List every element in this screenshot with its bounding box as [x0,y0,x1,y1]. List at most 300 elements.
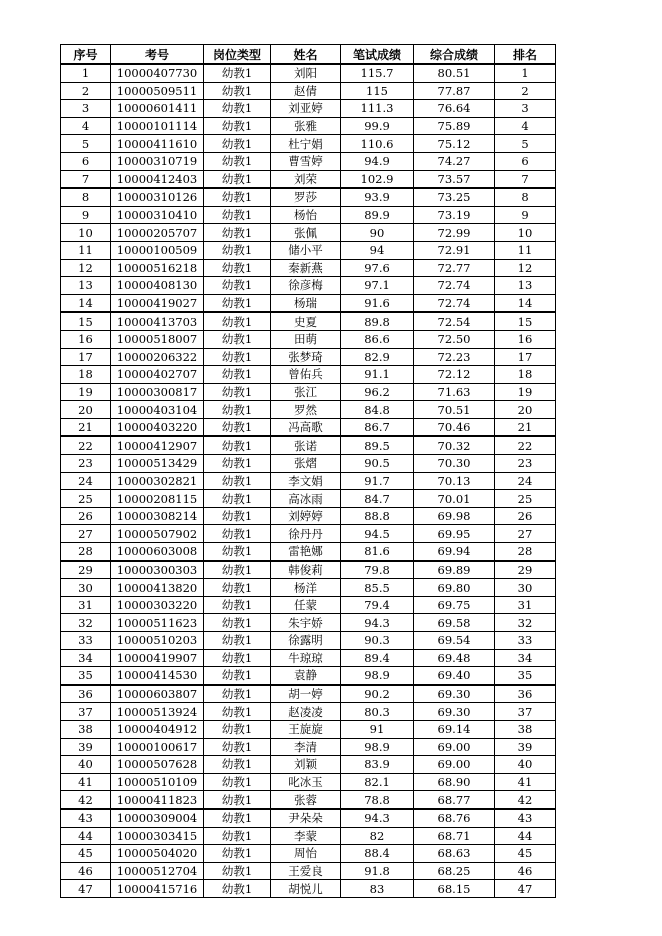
header-exam-id: 考号 [111,45,204,65]
cell-name: 叱冰玉 [271,773,341,791]
cell-exam-id: 10000513924 [111,703,204,721]
cell-written-score: 82.9 [341,348,414,366]
table-row [61,259,556,277]
cell-index: 24 [61,472,111,490]
cell-position-type: 幼教1 [204,756,271,774]
cell-rank: 2 [495,82,556,100]
cell-total-score: 70.13 [414,472,495,490]
cell-index: 14 [61,294,111,312]
cell-name: 刘颖 [271,756,341,774]
cell-written-score: 79.4 [341,596,414,614]
cell-written-score: 88.8 [341,507,414,525]
cell-index: 43 [61,809,111,827]
table-row [61,791,556,809]
cell-written-score: 83 [341,880,414,898]
cell-rank: 7 [495,170,556,188]
table-row [61,100,556,118]
score-table [60,44,556,898]
cell-rank: 23 [495,455,556,473]
cell-index: 1 [61,64,111,82]
cell-total-score: 69.58 [414,614,495,632]
cell-total-score: 69.75 [414,596,495,614]
cell-exam-id: 10000419907 [111,649,204,667]
cell-position-type: 幼教1 [204,64,271,82]
cell-index: 46 [61,862,111,880]
cell-written-score: 80.3 [341,703,414,721]
cell-index: 11 [61,241,111,259]
cell-position-type: 幼教1 [204,436,271,454]
cell-position-type: 幼教1 [204,472,271,490]
cell-exam-id: 10000518007 [111,330,204,348]
cell-exam-id: 10000419027 [111,294,204,312]
cell-total-score: 73.57 [414,170,495,188]
table-row [61,366,556,384]
cell-written-score: 85.5 [341,579,414,597]
cell-written-score: 86.7 [341,418,414,436]
cell-index: 30 [61,579,111,597]
cell-position-type: 幼教1 [204,383,271,401]
cell-index: 20 [61,401,111,419]
cell-written-score: 93.9 [341,188,414,206]
cell-written-score: 94 [341,241,414,259]
cell-index: 35 [61,667,111,685]
cell-rank: 45 [495,845,556,863]
cell-total-score: 75.12 [414,135,495,153]
cell-index: 4 [61,117,111,135]
cell-index: 28 [61,543,111,561]
cell-position-type: 幼教1 [204,366,271,384]
cell-rank: 9 [495,206,556,224]
cell-written-score: 97.1 [341,277,414,295]
cell-index: 9 [61,206,111,224]
cell-name: 张诺 [271,436,341,454]
cell-written-score: 98.9 [341,738,414,756]
cell-index: 37 [61,703,111,721]
table-row [61,383,556,401]
cell-name: 袁静 [271,667,341,685]
cell-written-score: 89.5 [341,436,414,454]
cell-position-type: 幼教1 [204,703,271,721]
cell-index: 31 [61,596,111,614]
header-total-score: 综合成绩 [414,45,495,65]
table-body [61,64,556,897]
cell-written-score: 89.8 [341,312,414,330]
cell-name: 牛琼琼 [271,649,341,667]
table-row [61,436,556,454]
cell-total-score: 69.00 [414,756,495,774]
cell-total-score: 69.48 [414,649,495,667]
cell-written-score: 81.6 [341,543,414,561]
cell-exam-id: 10000100617 [111,738,204,756]
cell-name: 曹雪婷 [271,152,341,170]
cell-name: 李蒙 [271,827,341,845]
cell-rank: 43 [495,809,556,827]
table-row [61,455,556,473]
cell-written-score: 82 [341,827,414,845]
cell-name: 杜宁娟 [271,135,341,153]
cell-exam-id: 10000300303 [111,561,204,579]
cell-written-score: 90.5 [341,455,414,473]
header-name: 姓名 [271,45,341,65]
cell-name: 王爱良 [271,862,341,880]
cell-written-score: 94.3 [341,614,414,632]
cell-written-score: 111.3 [341,100,414,118]
cell-rank: 6 [495,152,556,170]
cell-written-score: 91.1 [341,366,414,384]
cell-position-type: 幼教1 [204,170,271,188]
cell-rank: 10 [495,224,556,242]
cell-rank: 38 [495,720,556,738]
cell-total-score: 69.94 [414,543,495,561]
header-rank: 排名 [495,45,556,65]
cell-rank: 20 [495,401,556,419]
cell-position-type: 幼教1 [204,667,271,685]
cell-name: 赵倩 [271,82,341,100]
cell-exam-id: 10000516218 [111,259,204,277]
table-row [61,649,556,667]
cell-rank: 33 [495,632,556,650]
table-row [61,277,556,295]
cell-position-type: 幼教1 [204,880,271,898]
cell-rank: 36 [495,685,556,703]
table-row [61,632,556,650]
cell-index: 21 [61,418,111,436]
cell-position-type: 幼教1 [204,827,271,845]
cell-total-score: 72.23 [414,348,495,366]
cell-total-score: 68.90 [414,773,495,791]
cell-written-score: 84.8 [341,401,414,419]
cell-name: 胡一婷 [271,685,341,703]
cell-exam-id: 10000407730 [111,64,204,82]
cell-position-type: 幼教1 [204,490,271,508]
cell-position-type: 幼教1 [204,206,271,224]
cell-position-type: 幼教1 [204,277,271,295]
table-row [61,880,556,898]
cell-rank: 15 [495,312,556,330]
cell-rank: 46 [495,862,556,880]
cell-exam-id: 10000413820 [111,579,204,597]
cell-position-type: 幼教1 [204,738,271,756]
cell-name: 史夏 [271,312,341,330]
cell-exam-id: 10000510109 [111,773,204,791]
cell-written-score: 83.9 [341,756,414,774]
cell-name: 刘荣 [271,170,341,188]
cell-name: 徐露明 [271,632,341,650]
cell-exam-id: 10000603008 [111,543,204,561]
cell-exam-id: 10000206322 [111,348,204,366]
cell-written-score: 115 [341,82,414,100]
header-index: 序号 [61,45,111,65]
cell-written-score: 96.2 [341,383,414,401]
cell-rank: 1 [495,64,556,82]
table-row [61,348,556,366]
cell-position-type: 幼教1 [204,330,271,348]
cell-position-type: 幼教1 [204,561,271,579]
cell-rank: 34 [495,649,556,667]
cell-rank: 31 [495,596,556,614]
cell-exam-id: 10000403220 [111,418,204,436]
cell-exam-id: 10000510203 [111,632,204,650]
cell-written-score: 78.8 [341,791,414,809]
cell-name: 冯高歌 [271,418,341,436]
cell-written-score: 89.9 [341,206,414,224]
cell-total-score: 69.30 [414,703,495,721]
cell-written-score: 89.4 [341,649,414,667]
cell-total-score: 69.00 [414,738,495,756]
cell-name: 刘亚婷 [271,100,341,118]
cell-index: 45 [61,845,111,863]
cell-position-type: 幼教1 [204,791,271,809]
cell-name: 朱宇娇 [271,614,341,632]
cell-rank: 37 [495,703,556,721]
table-row [61,827,556,845]
table-row [61,224,556,242]
cell-index: 22 [61,436,111,454]
table-row [61,188,556,206]
cell-written-score: 88.4 [341,845,414,863]
table-row [61,561,556,579]
cell-written-score: 90.3 [341,632,414,650]
table-row [61,685,556,703]
cell-exam-id: 10000402707 [111,366,204,384]
cell-position-type: 幼教1 [204,152,271,170]
cell-index: 16 [61,330,111,348]
cell-index: 32 [61,614,111,632]
cell-exam-id: 10000507628 [111,756,204,774]
table-row [61,809,556,827]
cell-rank: 17 [495,348,556,366]
cell-exam-id: 10000509511 [111,82,204,100]
cell-position-type: 幼教1 [204,135,271,153]
cell-exam-id: 10000601411 [111,100,204,118]
cell-total-score: 72.99 [414,224,495,242]
cell-written-score: 91.8 [341,862,414,880]
cell-rank: 3 [495,100,556,118]
cell-rank: 30 [495,579,556,597]
cell-written-score: 84.7 [341,490,414,508]
table-row [61,206,556,224]
cell-name: 赵凌凌 [271,703,341,721]
cell-written-score: 91.7 [341,472,414,490]
cell-total-score: 72.50 [414,330,495,348]
cell-exam-id: 10000507902 [111,525,204,543]
cell-rank: 42 [495,791,556,809]
cell-name: 张蓉 [271,791,341,809]
cell-exam-id: 10000511623 [111,614,204,632]
cell-exam-id: 10000404912 [111,720,204,738]
cell-exam-id: 10000413703 [111,312,204,330]
cell-exam-id: 10000513429 [111,455,204,473]
cell-rank: 29 [495,561,556,579]
cell-exam-id: 10000300817 [111,383,204,401]
cell-index: 44 [61,827,111,845]
cell-name: 张江 [271,383,341,401]
cell-exam-id: 10000415716 [111,880,204,898]
cell-total-score: 74.27 [414,152,495,170]
cell-total-score: 68.77 [414,791,495,809]
cell-total-score: 69.89 [414,561,495,579]
cell-index: 6 [61,152,111,170]
cell-total-score: 70.01 [414,490,495,508]
cell-total-score: 69.80 [414,579,495,597]
cell-exam-id: 10000411610 [111,135,204,153]
cell-position-type: 幼教1 [204,312,271,330]
cell-exam-id: 10000208115 [111,490,204,508]
cell-name: 刘婷婷 [271,507,341,525]
cell-total-score: 72.77 [414,259,495,277]
cell-total-score: 71.63 [414,383,495,401]
cell-total-score: 77.87 [414,82,495,100]
cell-position-type: 幼教1 [204,720,271,738]
cell-total-score: 69.14 [414,720,495,738]
cell-rank: 19 [495,383,556,401]
cell-index: 29 [61,561,111,579]
cell-index: 23 [61,455,111,473]
cell-total-score: 70.46 [414,418,495,436]
cell-position-type: 幼教1 [204,862,271,880]
cell-total-score: 72.12 [414,366,495,384]
cell-exam-id: 10000408130 [111,277,204,295]
cell-exam-id: 10000101114 [111,117,204,135]
cell-name: 韩俊莉 [271,561,341,579]
cell-index: 15 [61,312,111,330]
cell-rank: 24 [495,472,556,490]
cell-position-type: 幼教1 [204,455,271,473]
table-row [61,596,556,614]
cell-position-type: 幼教1 [204,809,271,827]
cell-exam-id: 10000603807 [111,685,204,703]
cell-total-score: 72.74 [414,294,495,312]
cell-written-score: 82.1 [341,773,414,791]
cell-name: 张雅 [271,117,341,135]
cell-name: 张佩 [271,224,341,242]
cell-name: 张熠 [271,455,341,473]
cell-position-type: 幼教1 [204,632,271,650]
cell-index: 19 [61,383,111,401]
cell-exam-id: 10000309004 [111,809,204,827]
cell-exam-id: 10000205707 [111,224,204,242]
cell-index: 5 [61,135,111,153]
cell-written-score: 98.9 [341,667,414,685]
table-row [61,294,556,312]
cell-name: 田萌 [271,330,341,348]
cell-index: 40 [61,756,111,774]
cell-rank: 12 [495,259,556,277]
cell-total-score: 72.91 [414,241,495,259]
cell-index: 13 [61,277,111,295]
cell-name: 高冰雨 [271,490,341,508]
cell-exam-id: 10000411823 [111,791,204,809]
cell-position-type: 幼教1 [204,845,271,863]
cell-total-score: 68.71 [414,827,495,845]
cell-position-type: 幼教1 [204,224,271,242]
cell-total-score: 75.89 [414,117,495,135]
cell-position-type: 幼教1 [204,294,271,312]
table-row [61,401,556,419]
cell-rank: 8 [495,188,556,206]
cell-total-score: 69.30 [414,685,495,703]
table-row [61,82,556,100]
cell-rank: 27 [495,525,556,543]
cell-rank: 41 [495,773,556,791]
cell-exam-id: 10000412403 [111,170,204,188]
cell-total-score: 69.98 [414,507,495,525]
table-row [61,738,556,756]
cell-rank: 44 [495,827,556,845]
cell-rank: 5 [495,135,556,153]
cell-total-score: 72.74 [414,277,495,295]
table-row [61,152,556,170]
cell-exam-id: 10000512704 [111,862,204,880]
cell-total-score: 70.30 [414,455,495,473]
cell-name: 周怡 [271,845,341,863]
table-row [61,720,556,738]
cell-name: 储小平 [271,241,341,259]
cell-rank: 21 [495,418,556,436]
cell-index: 33 [61,632,111,650]
table-row [61,330,556,348]
cell-rank: 18 [495,366,556,384]
cell-name: 秦新燕 [271,259,341,277]
table-row [61,862,556,880]
table-row [61,756,556,774]
cell-index: 3 [61,100,111,118]
cell-name: 王旋旋 [271,720,341,738]
table-row [61,472,556,490]
cell-total-score: 72.54 [414,312,495,330]
cell-position-type: 幼教1 [204,507,271,525]
cell-rank: 28 [495,543,556,561]
cell-name: 胡悦儿 [271,880,341,898]
cell-index: 10 [61,224,111,242]
cell-index: 12 [61,259,111,277]
cell-exam-id: 10000308214 [111,507,204,525]
cell-written-score: 90.2 [341,685,414,703]
cell-index: 34 [61,649,111,667]
cell-position-type: 幼教1 [204,596,271,614]
cell-exam-id: 10000303220 [111,596,204,614]
table-row [61,64,556,82]
cell-name: 李文娟 [271,472,341,490]
header-row [61,45,556,65]
cell-position-type: 幼教1 [204,82,271,100]
cell-position-type: 幼教1 [204,649,271,667]
cell-position-type: 幼教1 [204,579,271,597]
cell-name: 杨洋 [271,579,341,597]
cell-written-score: 91.6 [341,294,414,312]
table-row [61,117,556,135]
cell-index: 27 [61,525,111,543]
cell-position-type: 幼教1 [204,259,271,277]
cell-total-score: 73.19 [414,206,495,224]
table-row [61,543,556,561]
cell-name: 罗然 [271,401,341,419]
table-row [61,170,556,188]
cell-rank: 32 [495,614,556,632]
cell-position-type: 幼教1 [204,241,271,259]
cell-exam-id: 10000302821 [111,472,204,490]
cell-name: 雷艳娜 [271,543,341,561]
cell-exam-id: 10000303415 [111,827,204,845]
cell-total-score: 69.40 [414,667,495,685]
cell-position-type: 幼教1 [204,418,271,436]
cell-position-type: 幼教1 [204,100,271,118]
cell-name: 徐彦梅 [271,277,341,295]
cell-rank: 47 [495,880,556,898]
cell-exam-id: 10000310126 [111,188,204,206]
cell-total-score: 73.25 [414,188,495,206]
cell-index: 47 [61,880,111,898]
